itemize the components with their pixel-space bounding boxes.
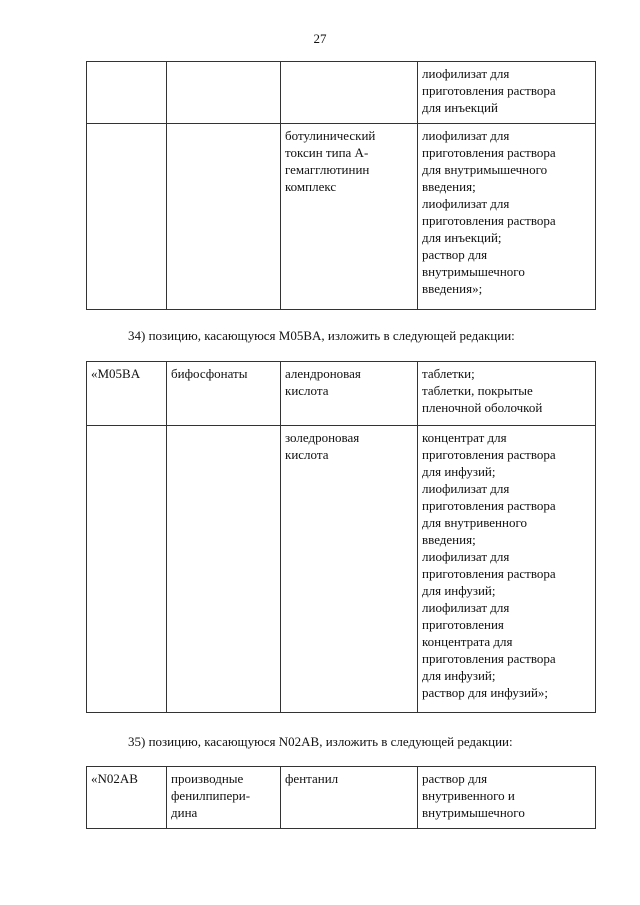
- table-row: [87, 767, 596, 829]
- paragraph-35: 35) позицию, касающуюся N02AB, изложить в следующей редакции:: [128, 734, 513, 749]
- cell-text-line: для инфузий;: [422, 464, 496, 479]
- cell-text-line: введения»;: [422, 281, 483, 296]
- table-row: [87, 62, 596, 124]
- cell-text-line: лиофилизат для: [422, 66, 510, 81]
- cell-text-line: для инфузий;: [422, 668, 496, 683]
- group-name-cell: [167, 767, 281, 829]
- cell-text-line: гемагглютинин: [285, 162, 370, 177]
- cell-text-line: раствор для: [422, 771, 488, 786]
- atc-code-cell: [87, 767, 167, 829]
- cell-text-line: приготовления: [422, 617, 504, 632]
- drug-name-cell: [281, 124, 418, 310]
- cell-text-line: внутримышечного: [422, 805, 525, 820]
- cell-text-line: ботулинический: [285, 128, 376, 143]
- cell-text-line: концентрата для: [422, 634, 513, 649]
- cell-text-line: для инъекций;: [422, 230, 502, 245]
- cell-text-line: комплекс: [285, 179, 337, 194]
- cell-text-line: приготовления раствора: [422, 566, 556, 581]
- drug-name-cell: [281, 362, 418, 426]
- cell-text-line: раствор для: [422, 247, 488, 262]
- cell-text-line: внутримышечного: [422, 264, 525, 279]
- cell-text-line: лиофилизат для: [422, 549, 510, 564]
- cell-text-line: концентрат для: [422, 430, 507, 445]
- cell-text-line: таблетки, покрытые: [422, 383, 533, 398]
- cell-text-line: лиофилизат для: [422, 196, 510, 211]
- cell-text-line: раствор для инфузий»;: [422, 685, 549, 700]
- cell-text-line: приготовления раствора: [422, 145, 556, 160]
- cell-text-line: внутривенного и: [422, 788, 515, 803]
- group-name-cell: [167, 362, 281, 426]
- table-continuation: [86, 61, 596, 310]
- cell-text-line: введения;: [422, 179, 476, 194]
- table-row: [87, 426, 596, 713]
- drug-name-cell: [281, 426, 418, 713]
- cell-text-line: пленочной оболочкой: [422, 400, 543, 415]
- table-row: [87, 124, 596, 310]
- cell-text-line: лиофилизат для: [422, 600, 510, 615]
- table-n02ab: [86, 766, 596, 829]
- cell-text-line: дина: [171, 805, 198, 820]
- cell-text-line: для инъекций: [422, 100, 498, 115]
- group-name-cell: [167, 426, 281, 713]
- atc-code-cell: [87, 362, 167, 426]
- table-row: [87, 362, 596, 426]
- dosage-form-cell: [418, 767, 596, 829]
- cell-text-line: бифосфонаты: [171, 366, 248, 381]
- cell-text-line: фентанил: [285, 771, 339, 786]
- cell-text-line: «N02AB: [91, 771, 138, 786]
- cell-text-line: токсин типа А-: [285, 145, 369, 160]
- cell-text-line: приготовления раствора: [422, 213, 556, 228]
- cell-text-line: приготовления раствора: [422, 498, 556, 513]
- cell-text-line: лиофилизат для: [422, 128, 510, 143]
- drug-name-cell: [281, 767, 418, 829]
- cell-text-line: приготовления раствора: [422, 651, 556, 666]
- cell-text-line: лиофилизат для: [422, 481, 510, 496]
- atc-code-cell: [87, 124, 167, 310]
- paragraph-34: 34) позицию, касающуюся M05BA, изложить в следующей редакции:: [128, 328, 515, 343]
- cell-text-line: приготовления раствора: [422, 83, 556, 98]
- dosage-form-cell: [418, 62, 596, 124]
- cell-text-line: для внутривенного: [422, 515, 527, 530]
- cell-text-line: «M05BA: [91, 366, 141, 381]
- group-name-cell: [167, 62, 281, 124]
- cell-text-line: для инфузий;: [422, 583, 496, 598]
- dosage-form-cell: [418, 124, 596, 310]
- group-name-cell: [167, 124, 281, 310]
- cell-text-line: кислота: [285, 383, 329, 398]
- cell-text-line: фенилпипери-: [171, 788, 251, 803]
- cell-text-line: введения;: [422, 532, 476, 547]
- atc-code-cell: [87, 62, 167, 124]
- cell-text-line: алендроновая: [285, 366, 361, 381]
- cell-text-line: производные: [171, 771, 244, 786]
- table-m05ba: [86, 361, 596, 713]
- dosage-form-cell: [418, 362, 596, 426]
- cell-text-line: приготовления раствора: [422, 447, 556, 462]
- drug-name-cell: [281, 62, 418, 124]
- cell-text-line: для внутримышечного: [422, 162, 548, 177]
- page-number: 27: [313, 31, 327, 46]
- atc-code-cell: [87, 426, 167, 713]
- dosage-form-cell: [418, 426, 596, 713]
- cell-text-line: таблетки;: [422, 366, 475, 381]
- cell-text-line: кислота: [285, 447, 329, 462]
- cell-text-line: золедроновая: [285, 430, 360, 445]
